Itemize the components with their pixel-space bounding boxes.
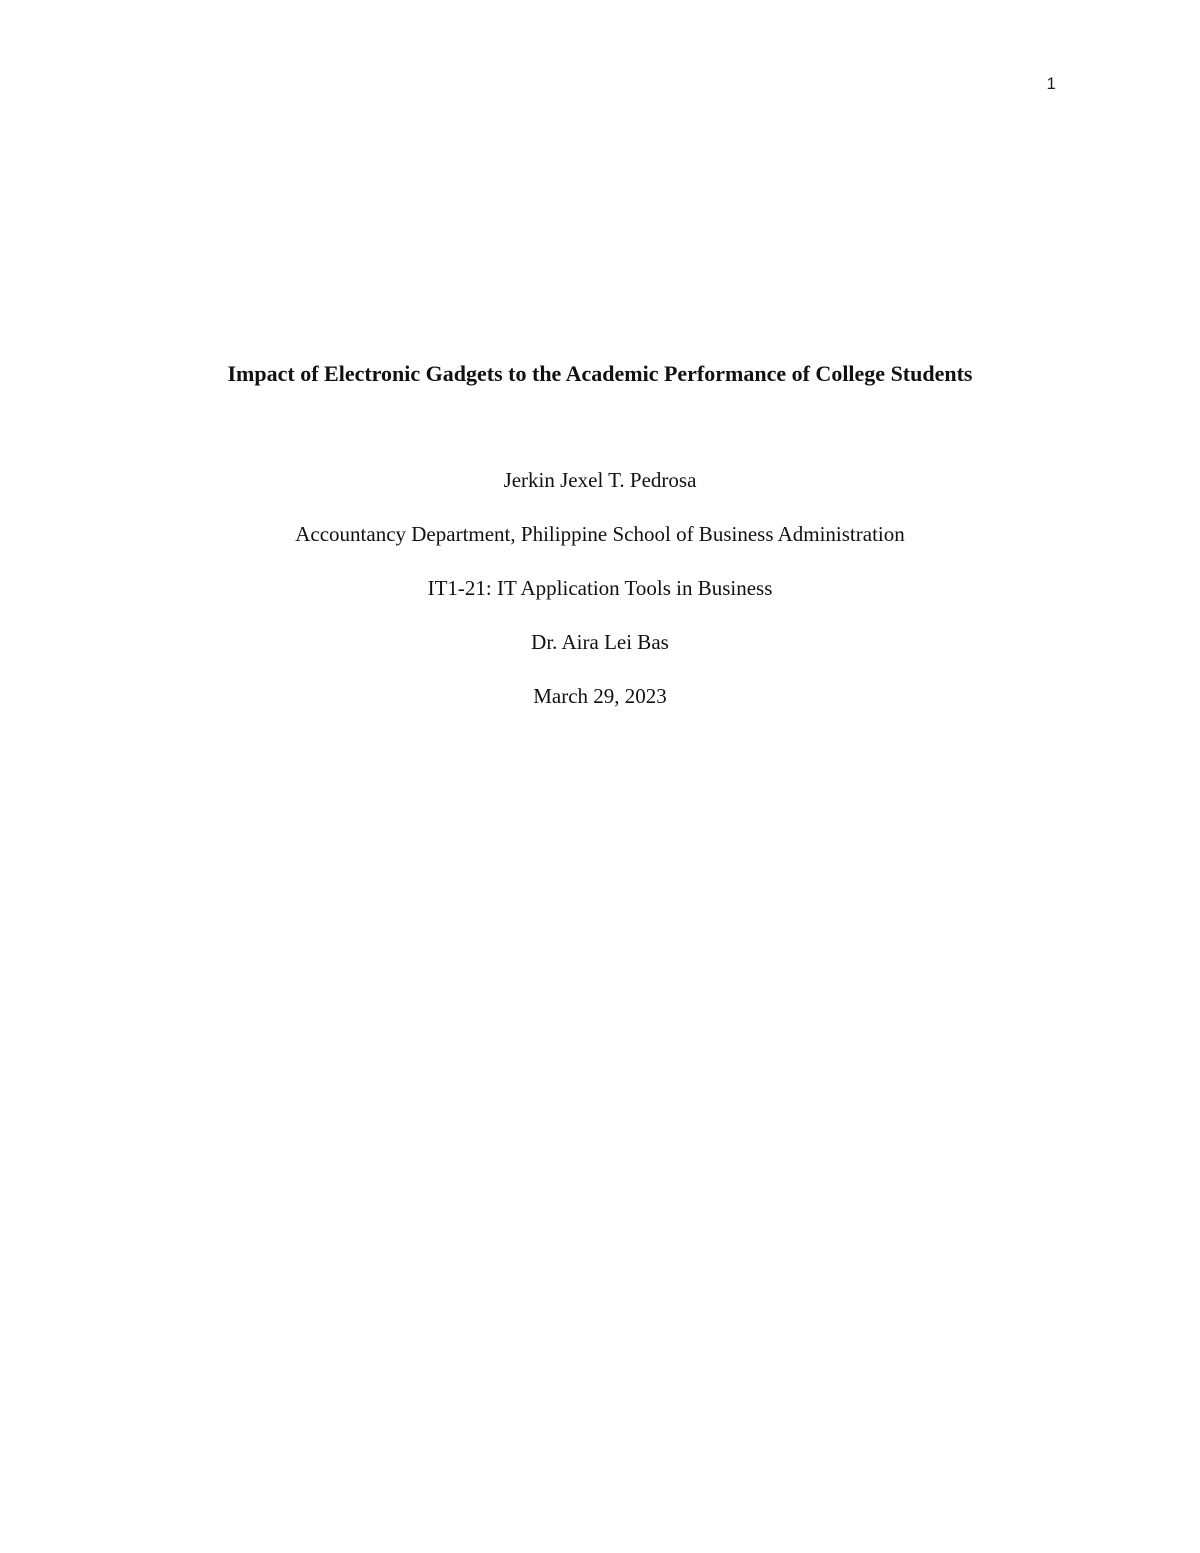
- author-affiliation: Accountancy Department, Philippine School of Business Administration: [295, 522, 905, 546]
- author-name: Jerkin Jexel T. Pedrosa: [503, 468, 697, 492]
- instructor-name: Dr. Aira Lei Bas: [531, 630, 669, 654]
- paper-title: Impact of Electronic Gadgets to the Academic Performance of College Students: [227, 361, 973, 386]
- course-name: IT1-21: IT Application Tools in Business: [427, 576, 773, 600]
- submission-date: March 29, 2023: [533, 684, 667, 708]
- page-number: 1: [1046, 74, 1056, 93]
